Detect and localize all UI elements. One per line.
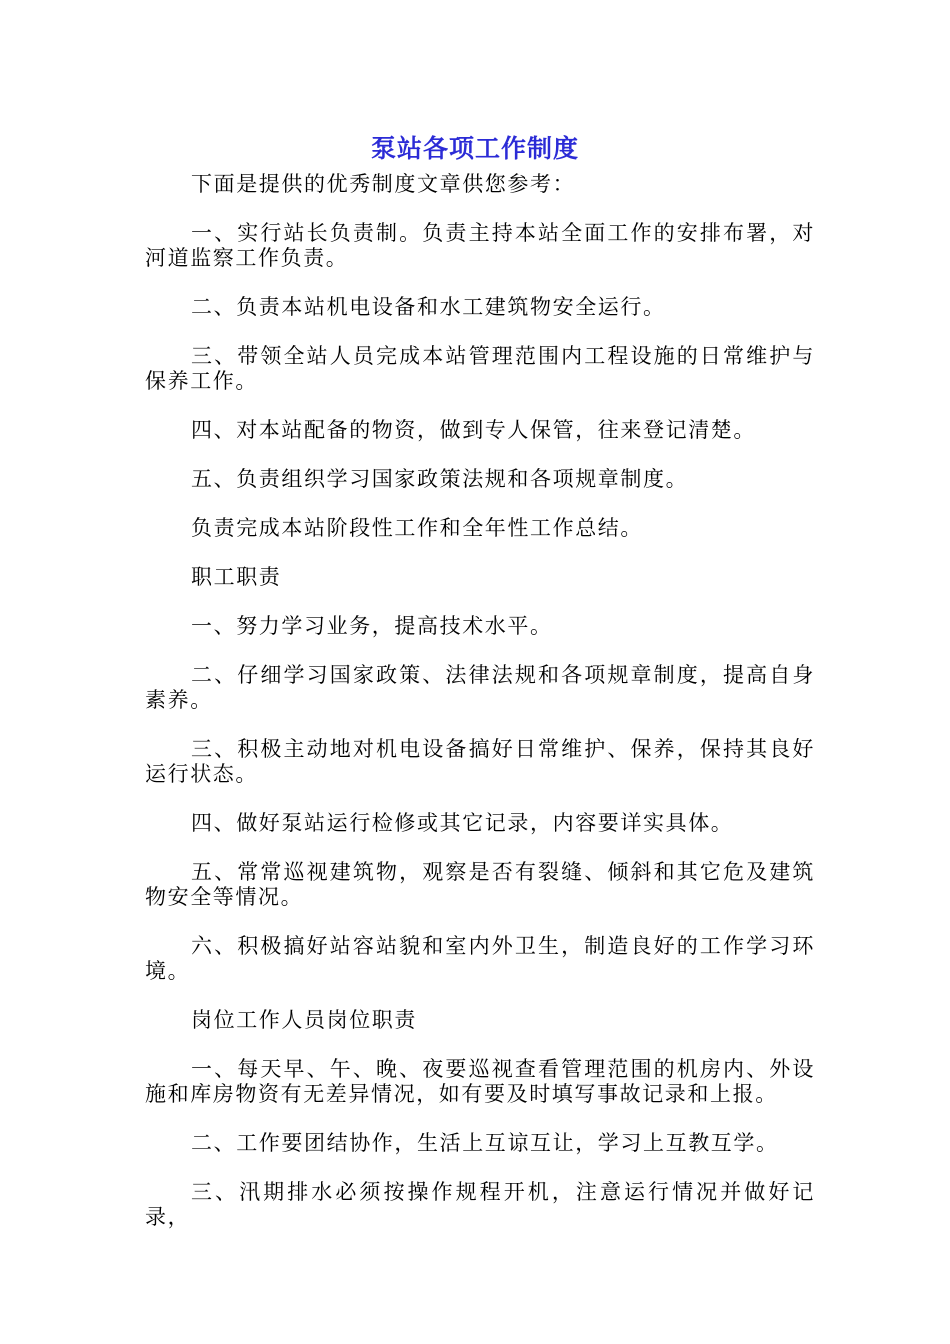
- paragraph: 一、努力学习业务，提高技术水平。: [191, 614, 553, 638]
- intro-paragraph: 下面是提供的优秀制度文章供您参考：: [191, 172, 576, 196]
- section-heading: 岗位工作人员岗位职责: [191, 1008, 417, 1032]
- paragraph: 四、做好泵站运行检修或其它记录，内容要详实具体。: [191, 811, 734, 835]
- paragraph: 三、积极主动地对机电设备搞好日常维护、保养，保持其良好运行状态。: [145, 737, 815, 786]
- section-heading: 职工职责: [191, 565, 282, 589]
- paragraph: 二、负责本站机电设备和水工建筑物安全运行。: [191, 295, 666, 319]
- paragraph: 三、带领全站人员完成本站管理范围内工程设施的日常维护与保养工作。: [145, 344, 815, 393]
- paragraph: 四、对本站配备的物资，做到专人保管，往来登记清楚。: [191, 418, 756, 442]
- paragraph: 一、实行站长负责制。负责主持本站全面工作的安排布署，对河道监察工作负责。: [145, 221, 815, 270]
- paragraph: 负责完成本站阶段性工作和全年性工作总结。: [191, 516, 643, 540]
- paragraph: 五、负责组织学习国家政策法规和各项规章制度。: [191, 467, 689, 491]
- paragraph: 二、仔细学习国家政策、法律法规和各项规章制度，提高自身素养。: [145, 663, 815, 712]
- paragraph: 一、每天早、午、晚、夜要巡视查看管理范围的机房内、外设施和库房物资有无差异情况，如有要及时填写事故记录和上报。: [145, 1057, 815, 1106]
- paragraph: 六、积极搞好站容站貌和室内外卫生，制造良好的工作学习环境。: [145, 934, 815, 983]
- paragraph: 五、常常巡视建筑物，观察是否有裂缝、倾斜和其它危及建筑物安全等情况。: [145, 860, 815, 909]
- document-title: 泵站各项工作制度: [370, 134, 579, 163]
- document-body: [145, 172, 815, 1254]
- paragraph: 二、工作要团结协作，生活上互谅互让，学习上互教互学。: [191, 1131, 779, 1155]
- paragraph: 三、汛期排水必须按操作规程开机，注意运行情况并做好记录，: [145, 1180, 815, 1229]
